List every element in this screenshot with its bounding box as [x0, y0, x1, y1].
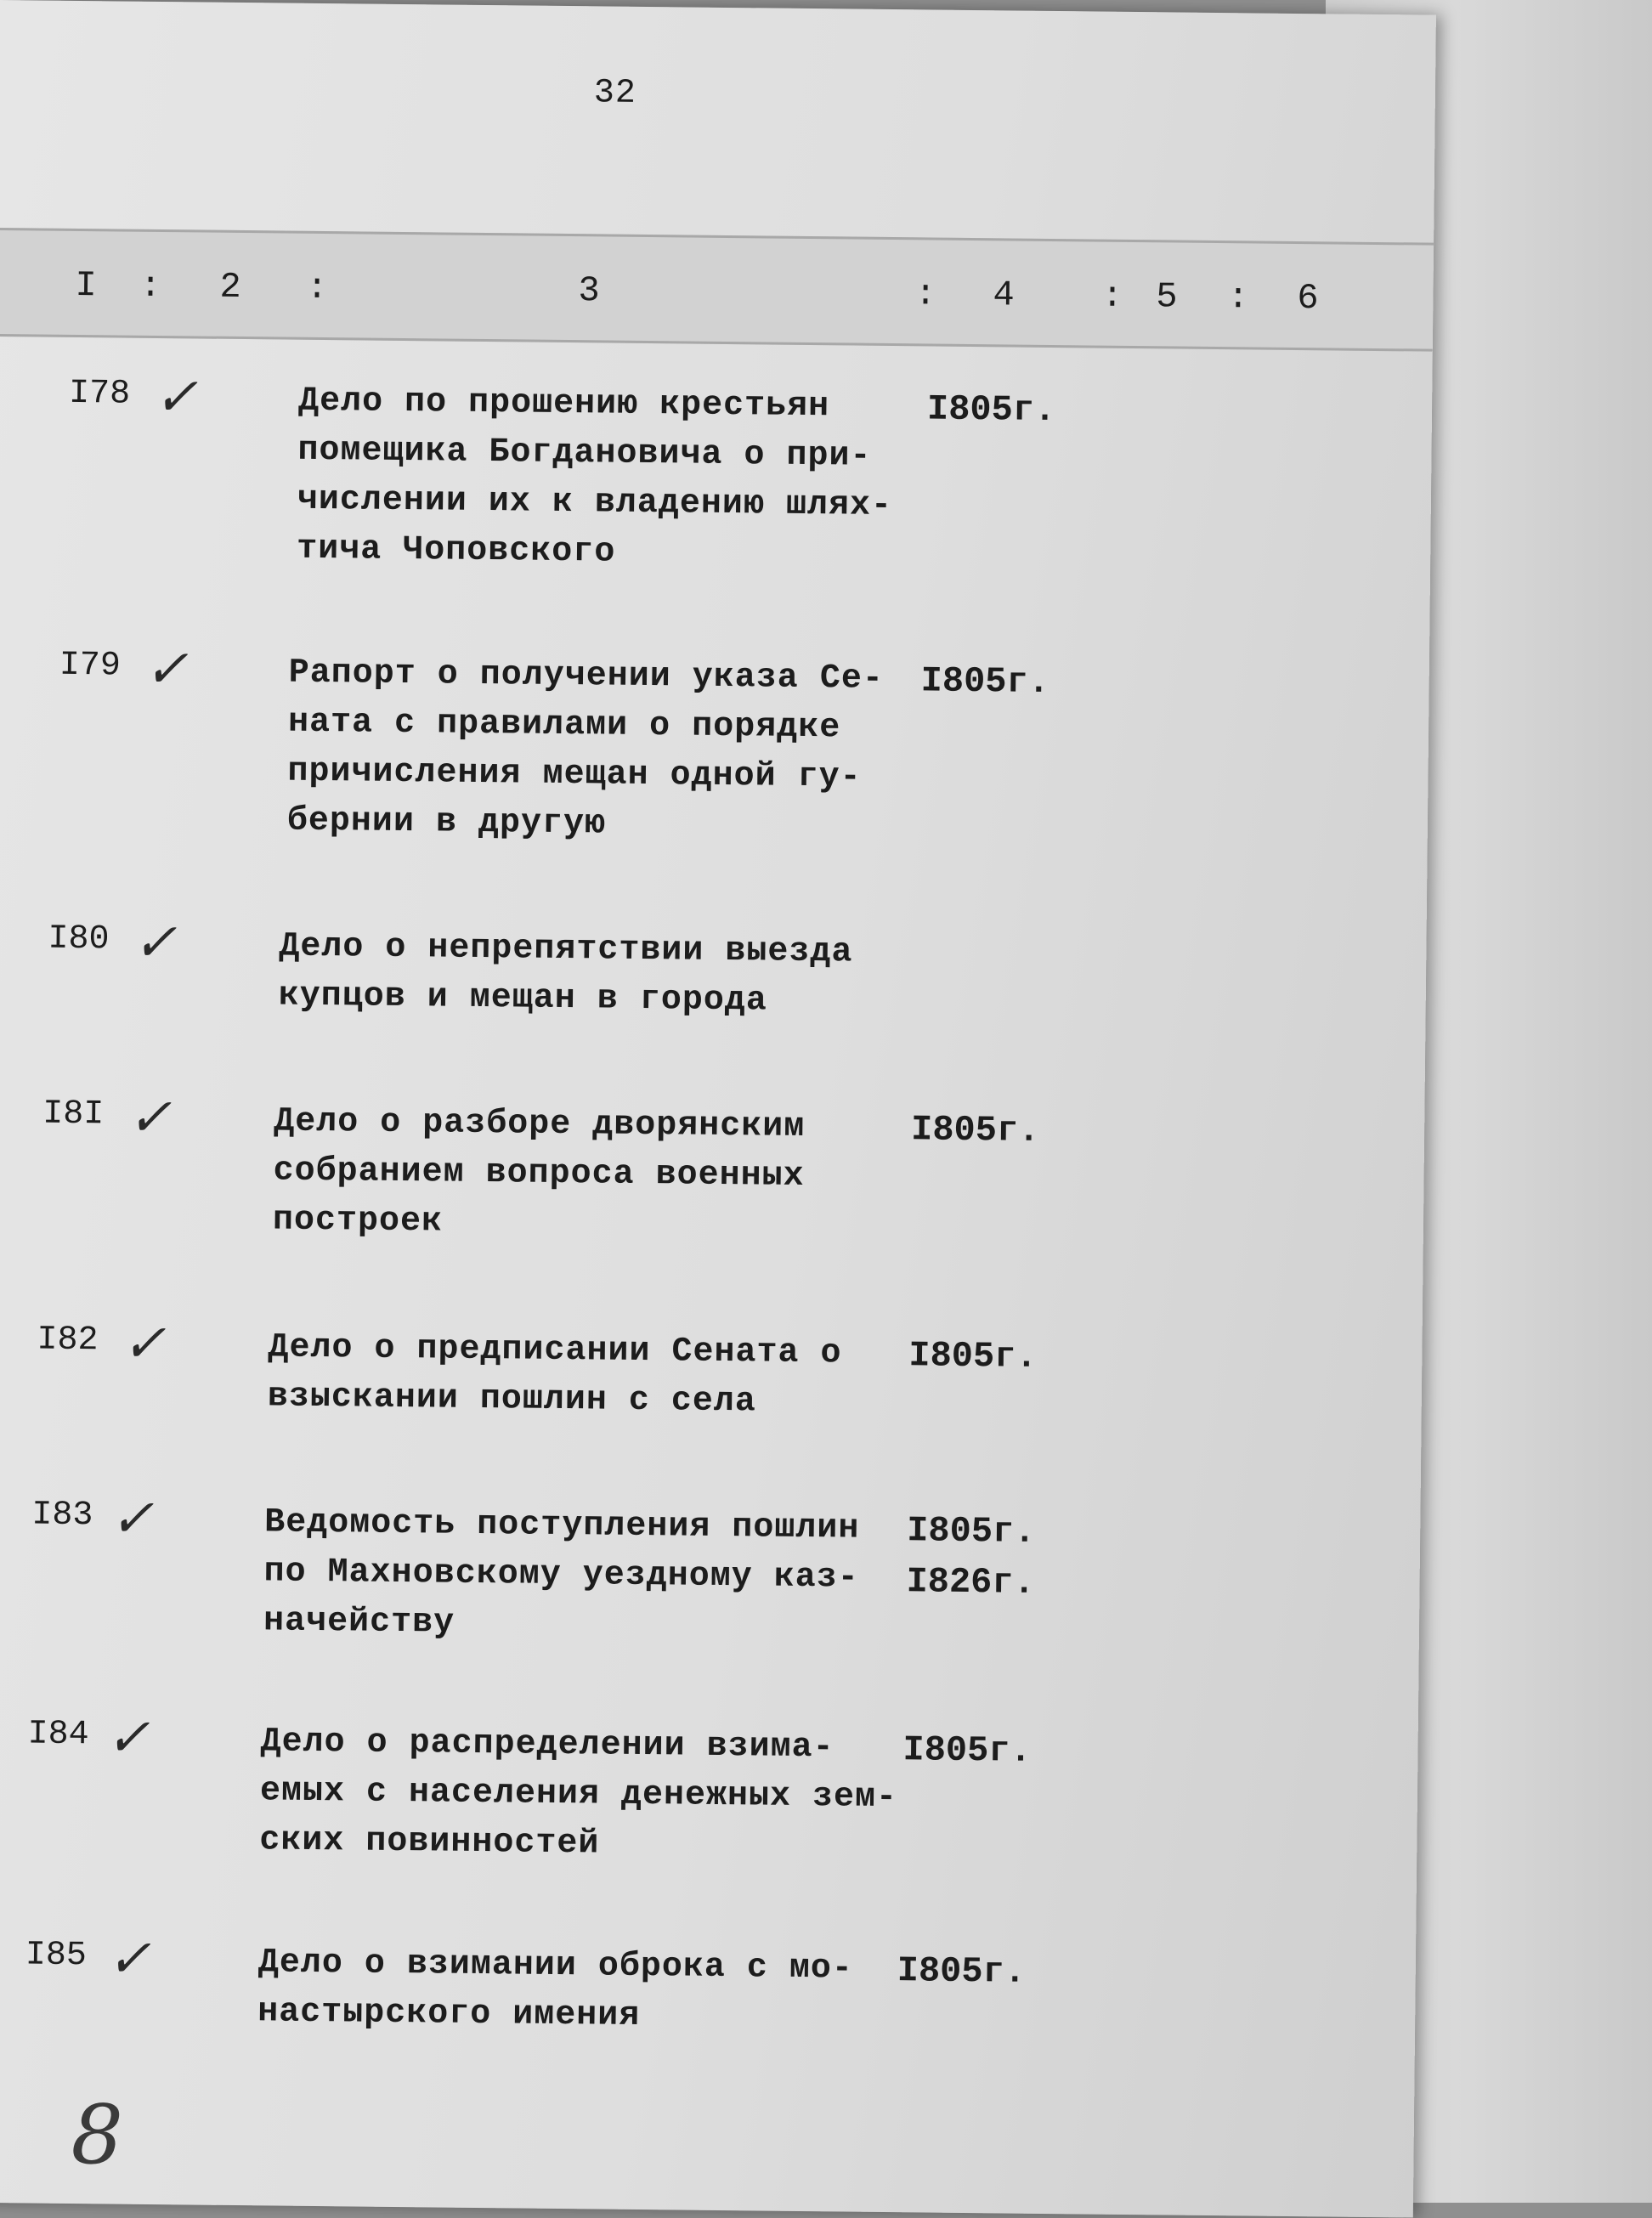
column-header-6: 6 — [1297, 278, 1319, 320]
entry-number: I8I — [42, 1095, 105, 1134]
entry-row — [59, 637, 1249, 844]
entry-year: I805г. — [910, 1109, 1040, 1151]
checkmark-icon: ✓ — [153, 365, 199, 428]
entry-number: I82 — [37, 1321, 99, 1361]
column-separator: : — [914, 274, 936, 315]
entry-description: Ведомость поступления пошлин по Махновскому уездному каз- начейству — [263, 1503, 860, 1643]
checkmark-icon: ✓ — [106, 1927, 152, 1989]
column-separator: : — [1227, 277, 1249, 319]
entry-number: I84 — [27, 1715, 89, 1755]
table-header — [0, 228, 1434, 352]
entry-row — [68, 365, 1259, 572]
column-header-3: 3 — [578, 270, 600, 312]
entry-number: I80 — [48, 919, 110, 959]
entry-row — [31, 1486, 1222, 1643]
entry-row — [48, 910, 1238, 1021]
entry-year: I805г. — [897, 1950, 1027, 1993]
checkmark-icon: ✓ — [133, 910, 178, 974]
column-separator: : — [1101, 275, 1123, 317]
entry-year: I805г. — [902, 1729, 1032, 1772]
entry-row — [25, 1927, 1215, 2036]
column-header-5: 5 — [1156, 276, 1178, 318]
entry-description: Дело о взимании оброка с мо- настырского имения — [257, 1944, 854, 2036]
entry-number: I79 — [59, 646, 122, 686]
entry-description: Дело о разборе дворянским собранием вопроса военных построек — [272, 1102, 806, 1242]
entry-description: Дело о предписании Сената о взыскании пошлин с села — [267, 1328, 842, 1422]
entry-number: I83 — [31, 1496, 93, 1536]
column-separator: : — [139, 265, 161, 308]
entry-row — [37, 1311, 1227, 1422]
column-header-1: I — [75, 264, 97, 307]
checkmark-icon: ✓ — [109, 1486, 155, 1549]
entry-description: Дело о распределении взима- емых с населения денежных зем- ских повинностей — [259, 1723, 898, 1864]
page-number: 32 — [593, 74, 637, 113]
checkmark-icon: ✓ — [122, 1311, 167, 1375]
entry-description: Рапорт о получении указа Се- ната с правилами о порядке причисления мещан одной гу- бернии в другую — [286, 654, 885, 844]
entry-year: I805г. — [908, 1335, 1038, 1378]
checkmark-icon: ✓ — [127, 1085, 173, 1149]
column-header-4: 4 — [993, 274, 1015, 316]
entry-description: Дело о непрепятствии выезда купцов и мещан в города — [278, 927, 853, 1021]
entry-row — [42, 1085, 1233, 1242]
checkmark-icon: ✓ — [105, 1706, 150, 1768]
column-header-2: 2 — [219, 266, 241, 308]
entry-year: I805г. — [920, 660, 1050, 703]
checkmark-icon: ✓ — [144, 637, 190, 700]
entry-number: I85 — [25, 1936, 88, 1976]
entry-year: I805г. I826г. — [906, 1510, 1036, 1604]
handwritten-page-mark: 8 — [71, 2087, 124, 2183]
entry-description: Дело по прошению крестьян помещика Богдановича о при- числении их к владению шлях- тича Чоповского — [297, 382, 893, 572]
column-separator: : — [306, 267, 328, 309]
entry-year: I805г. — [926, 388, 1056, 432]
entry-number: I78 — [68, 374, 131, 414]
entry-row — [27, 1706, 1218, 1864]
